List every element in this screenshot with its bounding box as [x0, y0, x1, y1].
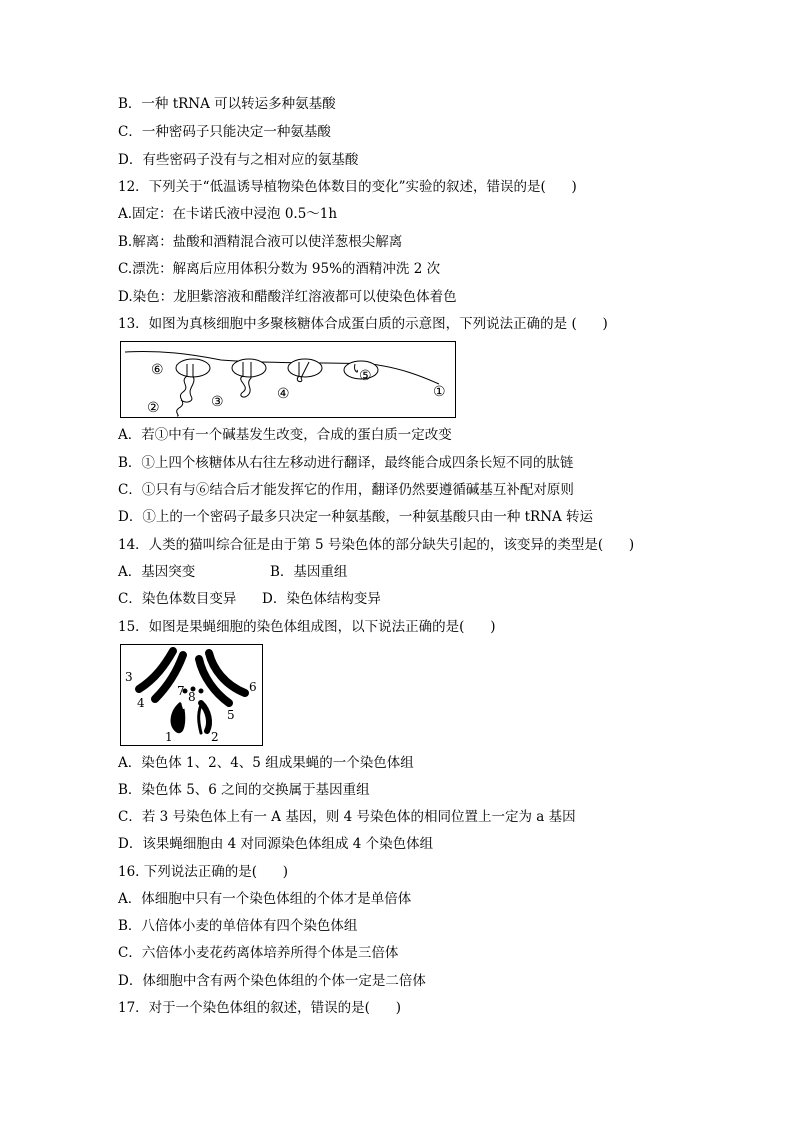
label-6: 6 — [249, 680, 257, 694]
polyribosome-figure — [120, 341, 456, 418]
q16-option-a: A．体细胞中只有一个染色体组的个体才是单倍体 — [118, 891, 412, 907]
label-5: ⑤ — [359, 368, 372, 384]
q11-option-d: D．有些密码子没有与之相对应的氨基酸 — [118, 152, 359, 168]
label-2: 2 — [211, 730, 219, 744]
q14-stem: 14．人类的猫叫综合征是由于第 5 号染色体的部分缺失引起的，该变异的类型是( ) — [118, 537, 635, 553]
mrna-strand — [125, 351, 439, 384]
label-4: ④ — [277, 386, 290, 402]
label-5: 5 — [227, 708, 235, 722]
q15-stem: 15．如图是果蝇细胞的染色体组成图，以下说法正确的是( ) — [118, 619, 496, 635]
q14-option-d: D．染色体结构变异 — [262, 591, 381, 607]
q12-option-d: D.染色：龙胆紫溶液和醋酸洋红溶液都可以使染色体着色 — [118, 289, 457, 305]
q12-option-a: A.固定：在卡诺氏液中浸泡 0.5～1h — [118, 206, 338, 222]
q14-option-c: C．染色体数目变异 — [118, 591, 237, 607]
q16-stem: 16. 下列说法正确的是( ) — [118, 864, 289, 880]
ribosome-3 — [288, 359, 322, 377]
chromosome-1 — [172, 703, 184, 732]
q14-option-a: A．基因突变 — [118, 564, 196, 580]
label-6: ⑥ — [151, 362, 164, 378]
ribosome-2 — [232, 359, 266, 377]
label-3: 3 — [125, 670, 133, 684]
q13-stem: 13．如图为真核细胞中多聚核糖体合成蛋白质的示意图，下列说法正确的是 ( ) — [118, 316, 608, 332]
q15-option-b: B．染色体 5、6 之间的交换属于基因重组 — [118, 782, 370, 798]
fruitfly-chromosome-diagram — [121, 645, 262, 745]
chromosome-2 — [201, 703, 209, 731]
label-1: ① — [433, 384, 446, 400]
q14-option-b: B．基因重组 — [270, 564, 348, 580]
q13-option-c: C．①只有与⑥结合后才能发挥它的作用，翻译仍然要遵循碱基互补配对原则 — [118, 482, 574, 498]
q13-option-b: B．①上四个核糖体从右往左移动进行翻译，最终能合成四条长短不同的肽链 — [118, 455, 574, 471]
q15-option-a: A．染色体 1、2、4、5 组成果蝇的一个染色体组 — [118, 755, 414, 771]
q16-option-b: B．八倍体小麦的单倍体有四个染色体组 — [118, 918, 358, 934]
q13-option-a: A．若①中有一个碱基发生改变，合成的蛋白质一定改变 — [118, 427, 452, 443]
label-2: ② — [147, 400, 160, 416]
label-3: ③ — [211, 394, 224, 410]
label-8: 8 — [188, 690, 196, 704]
chromosome-8-dot-b — [199, 689, 204, 694]
q12-option-b: B.解离：盐酸和酒精混合液可以使洋葱根尖解离 — [118, 234, 403, 250]
polyribosome-diagram — [121, 342, 455, 417]
q11-option-c: C．一种密码子只能决定一种氨基酸 — [118, 124, 331, 140]
q11-option-b: B．一种 tRNA 可以转运多种氨基酸 — [118, 96, 336, 112]
fruitfly-karyotype-figure — [120, 644, 263, 746]
q15-option-d: D．该果蝇细胞由 4 对同源染色体组成 4 个染色体组 — [118, 836, 434, 852]
label-1: 1 — [165, 730, 173, 744]
chromosome-2-arm — [199, 705, 201, 733]
label-7: 7 — [177, 684, 185, 698]
q12-option-c: C.漂洗：解离后应用体积分数为 95%的酒精冲洗 2 次 — [118, 261, 441, 277]
q13-option-d: D．①上的一个密码子最多只决定一种氨基酸，一种氨基酸只由一种 tRNA 转运 — [118, 509, 594, 525]
q15-option-c: C．若 3 号染色体上有一 A 基因，则 4 号染色体的相同位置上一定为 a 基因 — [118, 809, 576, 825]
q17-stem: 17．对于一个染色体组的叙述，错误的是( ) — [118, 1000, 401, 1016]
q16-option-d: D．体细胞中含有两个染色体组的个体一定是二倍体 — [118, 973, 426, 989]
q12-stem: 12．下列关于“低温诱导植物染色体数目的变化”实验的叙述，错误的是( ) — [118, 179, 577, 195]
q16-option-c: C．六倍体小麦花药离体培养所得个体是三倍体 — [118, 945, 399, 961]
label-4: 4 — [137, 696, 145, 710]
